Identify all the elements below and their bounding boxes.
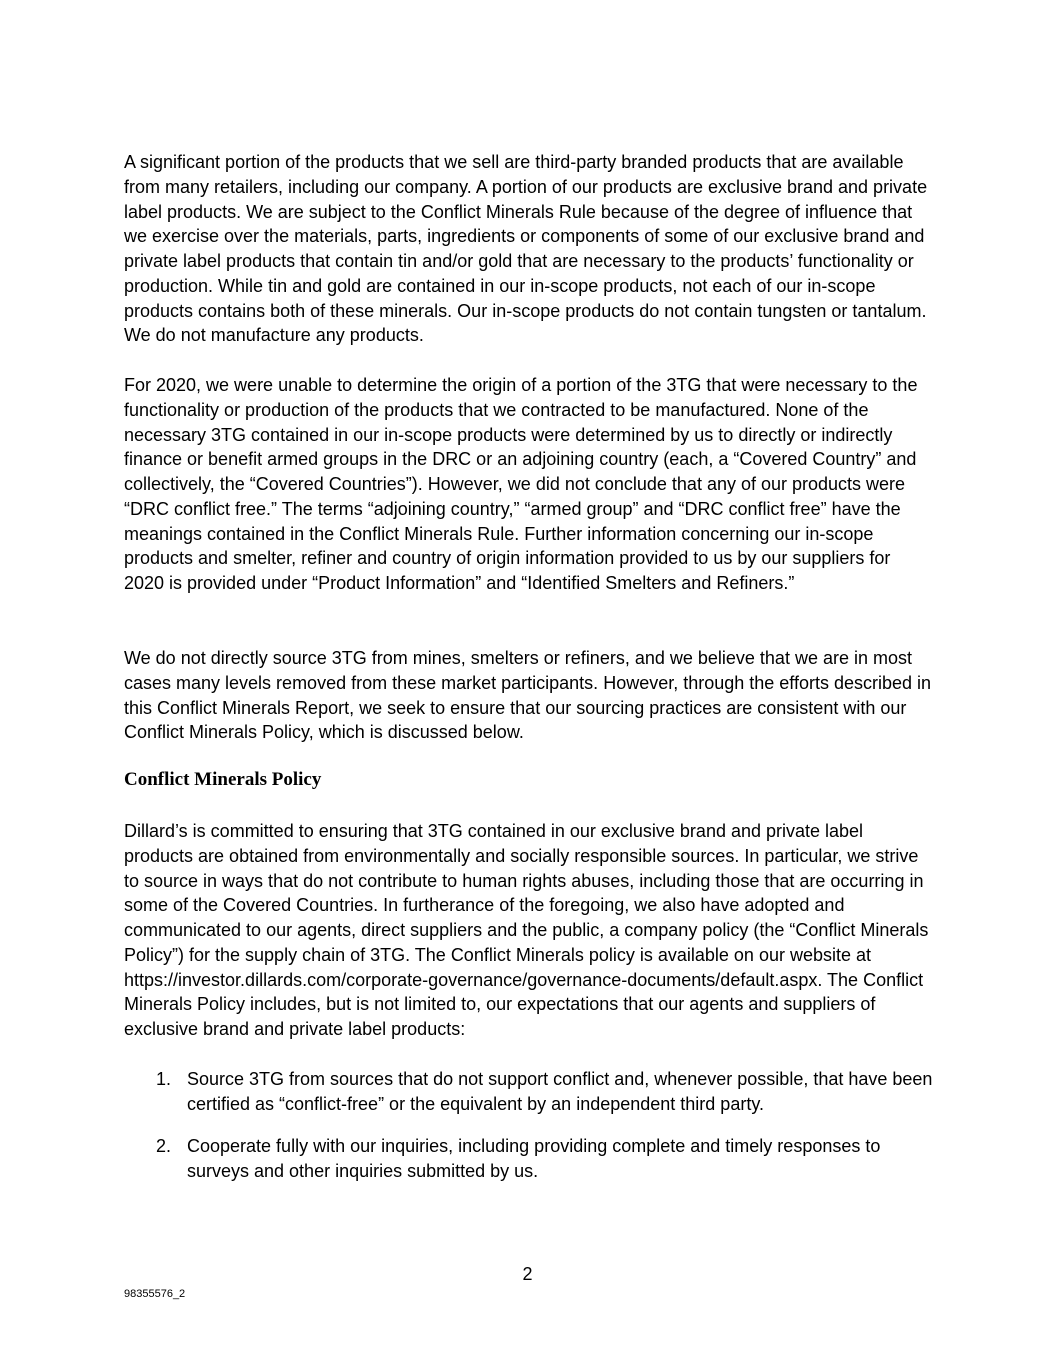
- paragraph-origin-determination: For 2020, we were unable to determine the origin of a portion of the 3TG that were necessary to the functionality or production of the products that we contracted to be manufactured. None of the necessary 3TG contained in our in-scope products were determined by us to directly or indirectly finance or benefit armed groups in the DRC or an adjoining country (each, a “Covered Country” and collectively, the “Covered Countries”). However, we did not conclude that any of our products were “DRC conflict free.” The terms “adjoining country,” “armed group” and “DRC conflict free” have the meanings contained in the Conflict Minerals Rule. Further information concerning our in-scope products and smelter, refiner and country of origin information provided to us by our suppliers for 2020 is provided under “Product Information” and “Identified Smelters and Refiners.”: [124, 375, 918, 593]
- paragraph-product-scope: A significant portion of the products that we sell are third-party branded products that are available from many retailers, including our company. A portion of our products are exclusive brand and private label products. We are subject to the Conflict Minerals Rule because of the degree of influence that we exercise over the materials, parts, ingredients or components of some of our exclusive brand and private label products that contain tin and/or gold that are necessary to the products’ functionality or production. While tin and gold are contained in our in-scope products, not each of our in-scope products contains both of these minerals. Our in-scope products do not contain tungsten or tantalum. We do not manufacture any products.: [124, 152, 928, 346]
- document-id: 98355576_2: [124, 1288, 186, 1300]
- paragraph-policy-commitment: Dillard’s is committed to ensuring that 3TG contained in our exclusive brand and private label products are obtained from environmentally and socially responsible sources. In particular, we strive to source in ways that do not contribute to human rights abuses, including those that are occurring in some of the Covered Countries. In furtherance of the foregoing, we also have adopted and communicated to our agents, direct suppliers and the public, a company policy (the “Conflict Minerals Policy”) for the supply chain of 3TG. The Conflict Minerals policy is available on our website at https://investor.dillards.com/corporate-governance/governance-documents/default.aspx. The Conflict Minerals Policy includes, but is not limited to, our expectations that our agents and suppliers of exclusive brand and private label products:: [124, 821, 929, 1039]
- paragraph-sourcing-practices: We do not directly source 3TG from mines, smelters or refiners, and we believe that we are in most cases many levels removed from these market participants. However, through the efforts described in this Conflict Minerals Report, we seek to ensure that our sourcing practices are consistent with our Conflict Minerals Policy, which is discussed below.: [124, 648, 932, 743]
- page-number: 2: [522, 1264, 533, 1284]
- list-item-text: Cooperate fully with our inquiries, including providing complete and timely responses to surveys and other inquiries submitted by us.: [187, 1136, 881, 1181]
- list-item-number: 2.: [156, 1136, 172, 1156]
- list-item-number: 1.: [156, 1069, 172, 1089]
- list-item-text: Source 3TG from sources that do not support conflict and, whenever possible, that have been certified as “conflict-free” or the equivalent by an independent third party.: [187, 1069, 933, 1114]
- section-heading-conflict-minerals-policy: Conflict Minerals Policy: [124, 769, 322, 790]
